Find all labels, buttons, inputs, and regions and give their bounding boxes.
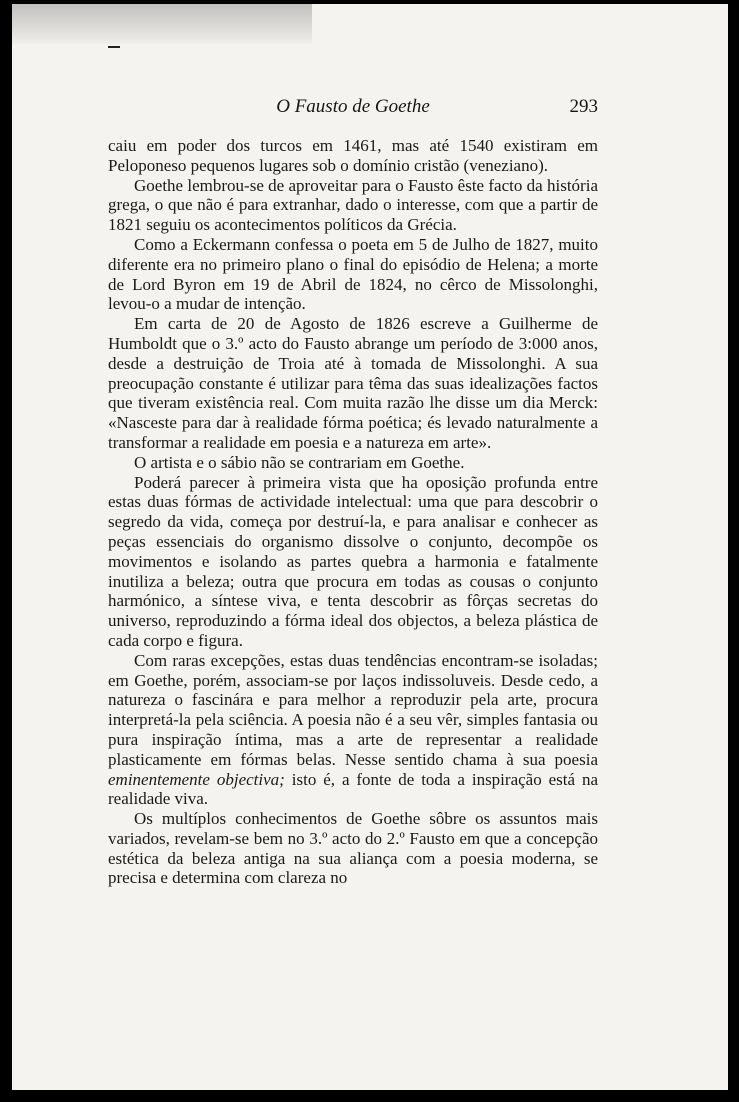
paragraph: Os multíplos conhecimentos de Goethe sôbre os assuntos mais variados, revelam-se bem no 3.º acto do 2.º Fausto em que a concepção estética da beleza antiga na sua aliança com a poesia moderna, se precisa e determina com clareza no: [108, 809, 598, 888]
paragraph: Como a Eckermann confessa o poeta em 5 de Julho de 1827, muito diferente era no primeiro plano o final do episódio de Helena; a morte de Lord Byron em 19 de Abril de 1824, no cêrco de Missolonghi, levou-o a mudar de intenção.: [108, 234, 598, 314]
paragraph: O artista e o sábio não se contrariam em Goethe.: [134, 452, 465, 472]
paragraph: Em carta de 20 de Agosto de 1826 escreve a Guilherme de Humboldt que o 3.º acto do Fausto abrange um período de 3:000 anos, desde a destruição de Troia até à tomada de Missolonghi. A sua preocupação constante é utilizar para têma das suas idealizações factos que tiveram existência real. Com muita razão lhe disse um dia Merck: «Nasceste para dar à realidade fórma poética; és levado naturalmente a transformar a realidade em poesia e a natureza em arte».: [108, 314, 598, 452]
paragraph: Goethe lembrou-se de aproveitar para o Fausto êste facto da história grega, o que não é para extranhar, dado o interesse, com que a partir de 1821 seguiu os acontecimentos políticos da Grécia.: [108, 175, 598, 235]
page-title: O Fausto de Goethe: [276, 96, 430, 117]
ink-mark: [108, 46, 120, 48]
running-head: [108, 96, 598, 120]
page-number: 293: [569, 96, 598, 117]
scan-smudge: [12, 4, 312, 44]
paragraph: [108, 651, 598, 809]
paragraph: caiu em poder dos turcos em 1461, mas até 1540 existiram em Peloponeso pequenos lugares sob o domínio cristão (veneziano).: [108, 136, 598, 175]
paragraph-text: Com raras excepções, estas duas tendências encontram-se isoladas; em Goethe, porém, associam-se por laços indissoluveis. Desde cedo, a natureza o fascinára e para melhor a reproduzir pela arte, procura interpretá-la pela sciência. A poesia não é a seu vêr, simples fantasia ou pura inspiração íntima, mas a arte de representar a realidade plasticamente em fórmas belas. Nesse sentido chama à sua poesia: [108, 650, 598, 769]
paragraph: Poderá parecer à primeira vista que ha oposição profunda entre estas duas fórmas de actividade intelectual: uma que para descobrir o segredo da vida, começa por destruí-la, e para analisar e conhecer as peças essenciais do organismo dissolve o conjunto, decompõe os movimentos e isolando as partes quebra a harmonia e fatalmente inutiliza a beleza; outra que procura em todas as cousas o conjunto harmónico, a síntese viva, e tenta descobrir as fôrças secretas do universo, reproduzindo a fórma ideal dos objectos, a beleza plástica de cada corpo e figura.: [108, 472, 598, 650]
paragraph-text: isto é, a fonte de toda a inspiração está na realidade viva.: [108, 769, 599, 809]
book-page: [12, 4, 728, 1090]
body-text: [108, 136, 598, 888]
emphasis-text: eminentemente objectiva;: [108, 769, 285, 789]
